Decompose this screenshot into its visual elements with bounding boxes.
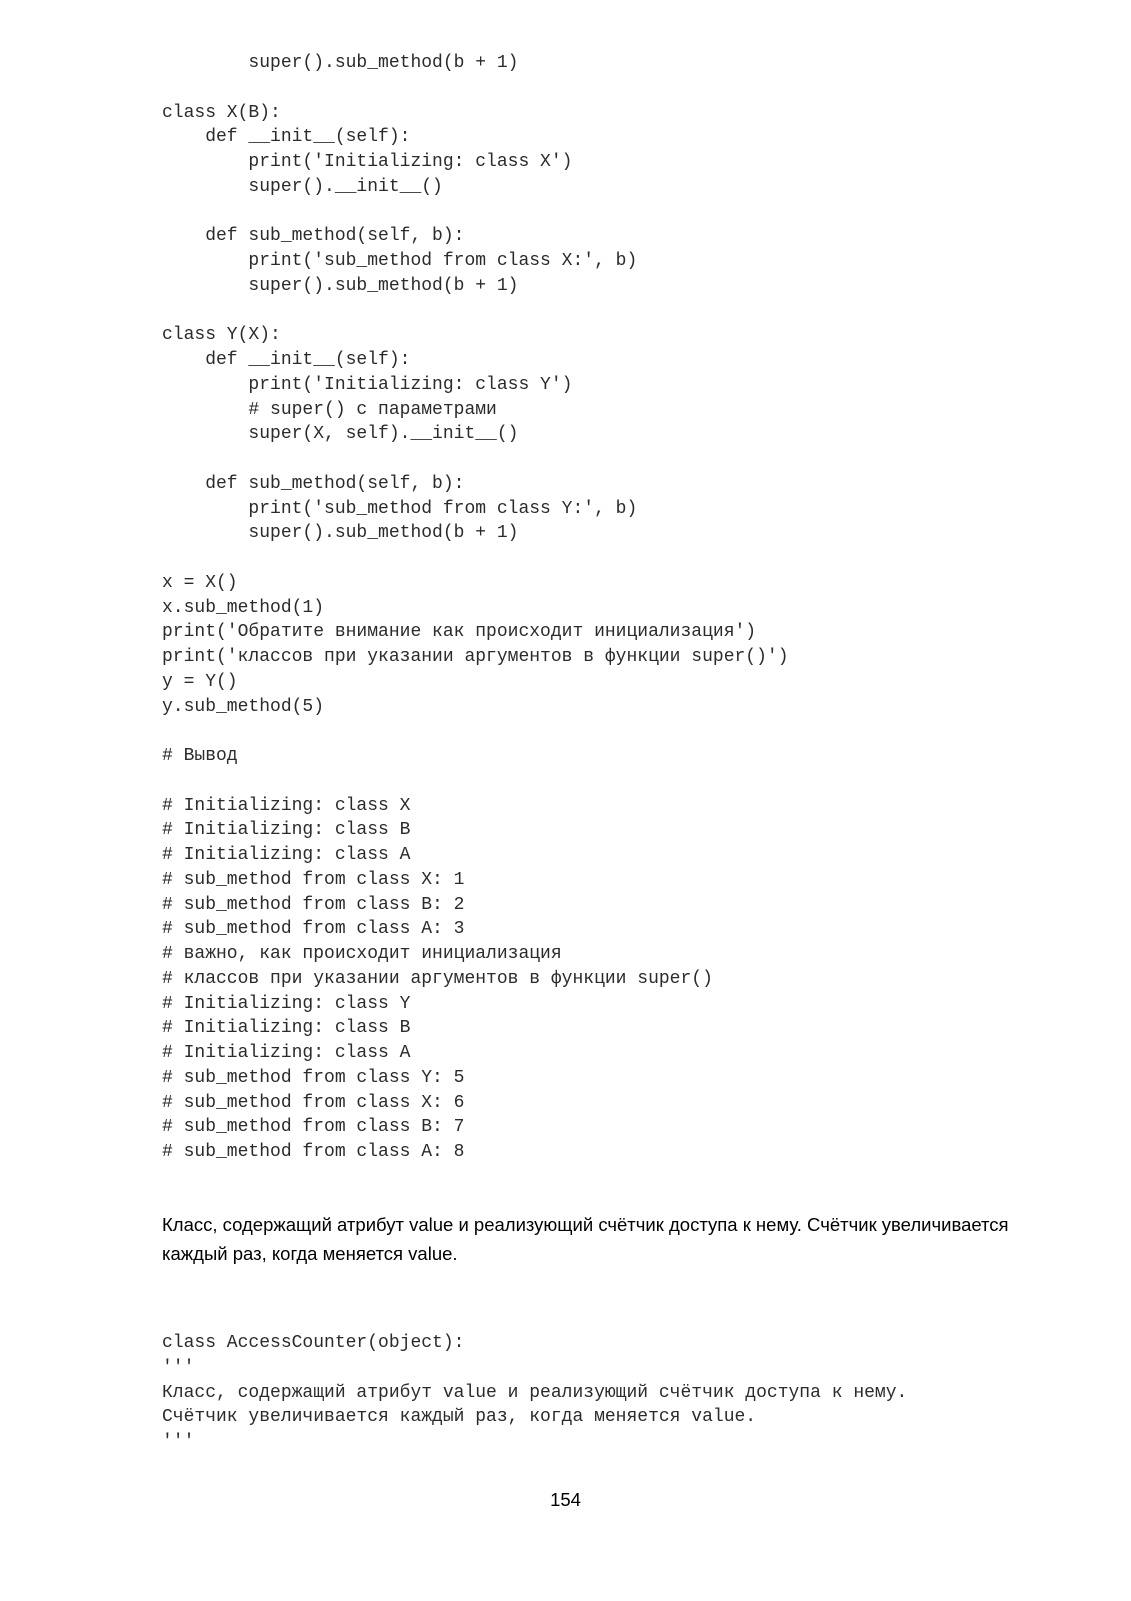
code-line (162, 447, 789, 472)
code-line (162, 719, 789, 744)
code-line: # Initializing: class X (162, 795, 411, 816)
code-line (162, 769, 789, 794)
code-line: # sub_method from class Y: 5 (162, 1067, 465, 1088)
code-line: # Initializing: class A (162, 1043, 411, 1063)
code-line: super().sub_method(b + 1) (162, 53, 519, 73)
code-line: print('sub_method from class X:', b) (162, 251, 638, 271)
code-line: # Вывод (162, 746, 238, 766)
code-line: # sub_method from class X: 6 (162, 1092, 465, 1113)
code-line: print('Обратите внимание как происходит инициализация') (162, 622, 757, 643)
code-line: super().sub_method(b + 1) (162, 523, 519, 544)
code-line: # sub_method from class A: 3 (162, 919, 465, 940)
code-line: class X(B): (162, 102, 281, 123)
code-line: print('Initializing: class Y') (162, 374, 573, 395)
code-line: # sub_method from class X: 1 (162, 869, 465, 890)
code-line: # Initializing: class B (162, 820, 411, 841)
code-line: class AccessCounter(object): (162, 1333, 465, 1353)
code-line: y = Y() (162, 671, 238, 692)
code-line: super(X, self).__init__() (162, 424, 519, 445)
code-line: # Initializing: class A (162, 845, 411, 865)
code-line: x.sub_method(1) (162, 597, 325, 618)
code-line: # важно, как происходит инициализация (162, 944, 562, 964)
code-line (162, 200, 789, 225)
code-line: # Initializing: class B (162, 1018, 411, 1039)
code-line: class Y(X): (162, 325, 281, 346)
code-line: print('Initializing: class X') (162, 152, 573, 172)
body-paragraph (162, 1210, 1042, 1268)
code-listing-top (162, 51, 789, 1165)
paragraph-line-2: каждый раз, когда меняется value. (162, 1243, 458, 1264)
code-line: y.sub_method(5) (162, 696, 325, 717)
code-line: def sub_method(self, b): (162, 473, 465, 494)
code-line: ''' (162, 1432, 195, 1452)
page-number: 154 (550, 1489, 581, 1510)
code-line: def sub_method(self, b): (162, 226, 465, 247)
code-line: # Initializing: class Y (162, 993, 411, 1014)
code-line: Счётчик увеличивается каждый раз, когда меняется value. (162, 1407, 757, 1428)
code-line (162, 299, 789, 324)
code-line: # sub_method from class A: 8 (162, 1142, 465, 1162)
code-line: Класс, содержащий атрибут value и реализующий счётчик доступа к нему. (162, 1382, 908, 1403)
code-line (162, 546, 789, 571)
code-line: print('классов при указании аргументов в функции super()') (162, 647, 789, 667)
code-line: super().__init__() (162, 176, 443, 197)
code-line: def __init__(self): (162, 127, 411, 148)
code-line: def __init__(self): (162, 350, 411, 370)
code-line: # классов при указании аргументов в функции super() (162, 968, 713, 989)
code-line: print('sub_method from class Y:', b) (162, 498, 638, 519)
paragraph-line-1: Класс, содержащий атрибут value и реализующий счётчик доступа к нему. Счётчик увеличивается (162, 1214, 1009, 1235)
code-line: x = X() (162, 572, 238, 593)
code-line: # sub_method from class B: 7 (162, 1117, 465, 1138)
code-line: ''' (162, 1357, 195, 1378)
code-line: # super() с параметрами (162, 399, 497, 420)
code-line: super().sub_method(b + 1) (162, 275, 519, 296)
code-line (162, 76, 789, 101)
code-line: # sub_method from class B: 2 (162, 894, 465, 915)
code-listing-bottom (162, 1331, 907, 1455)
